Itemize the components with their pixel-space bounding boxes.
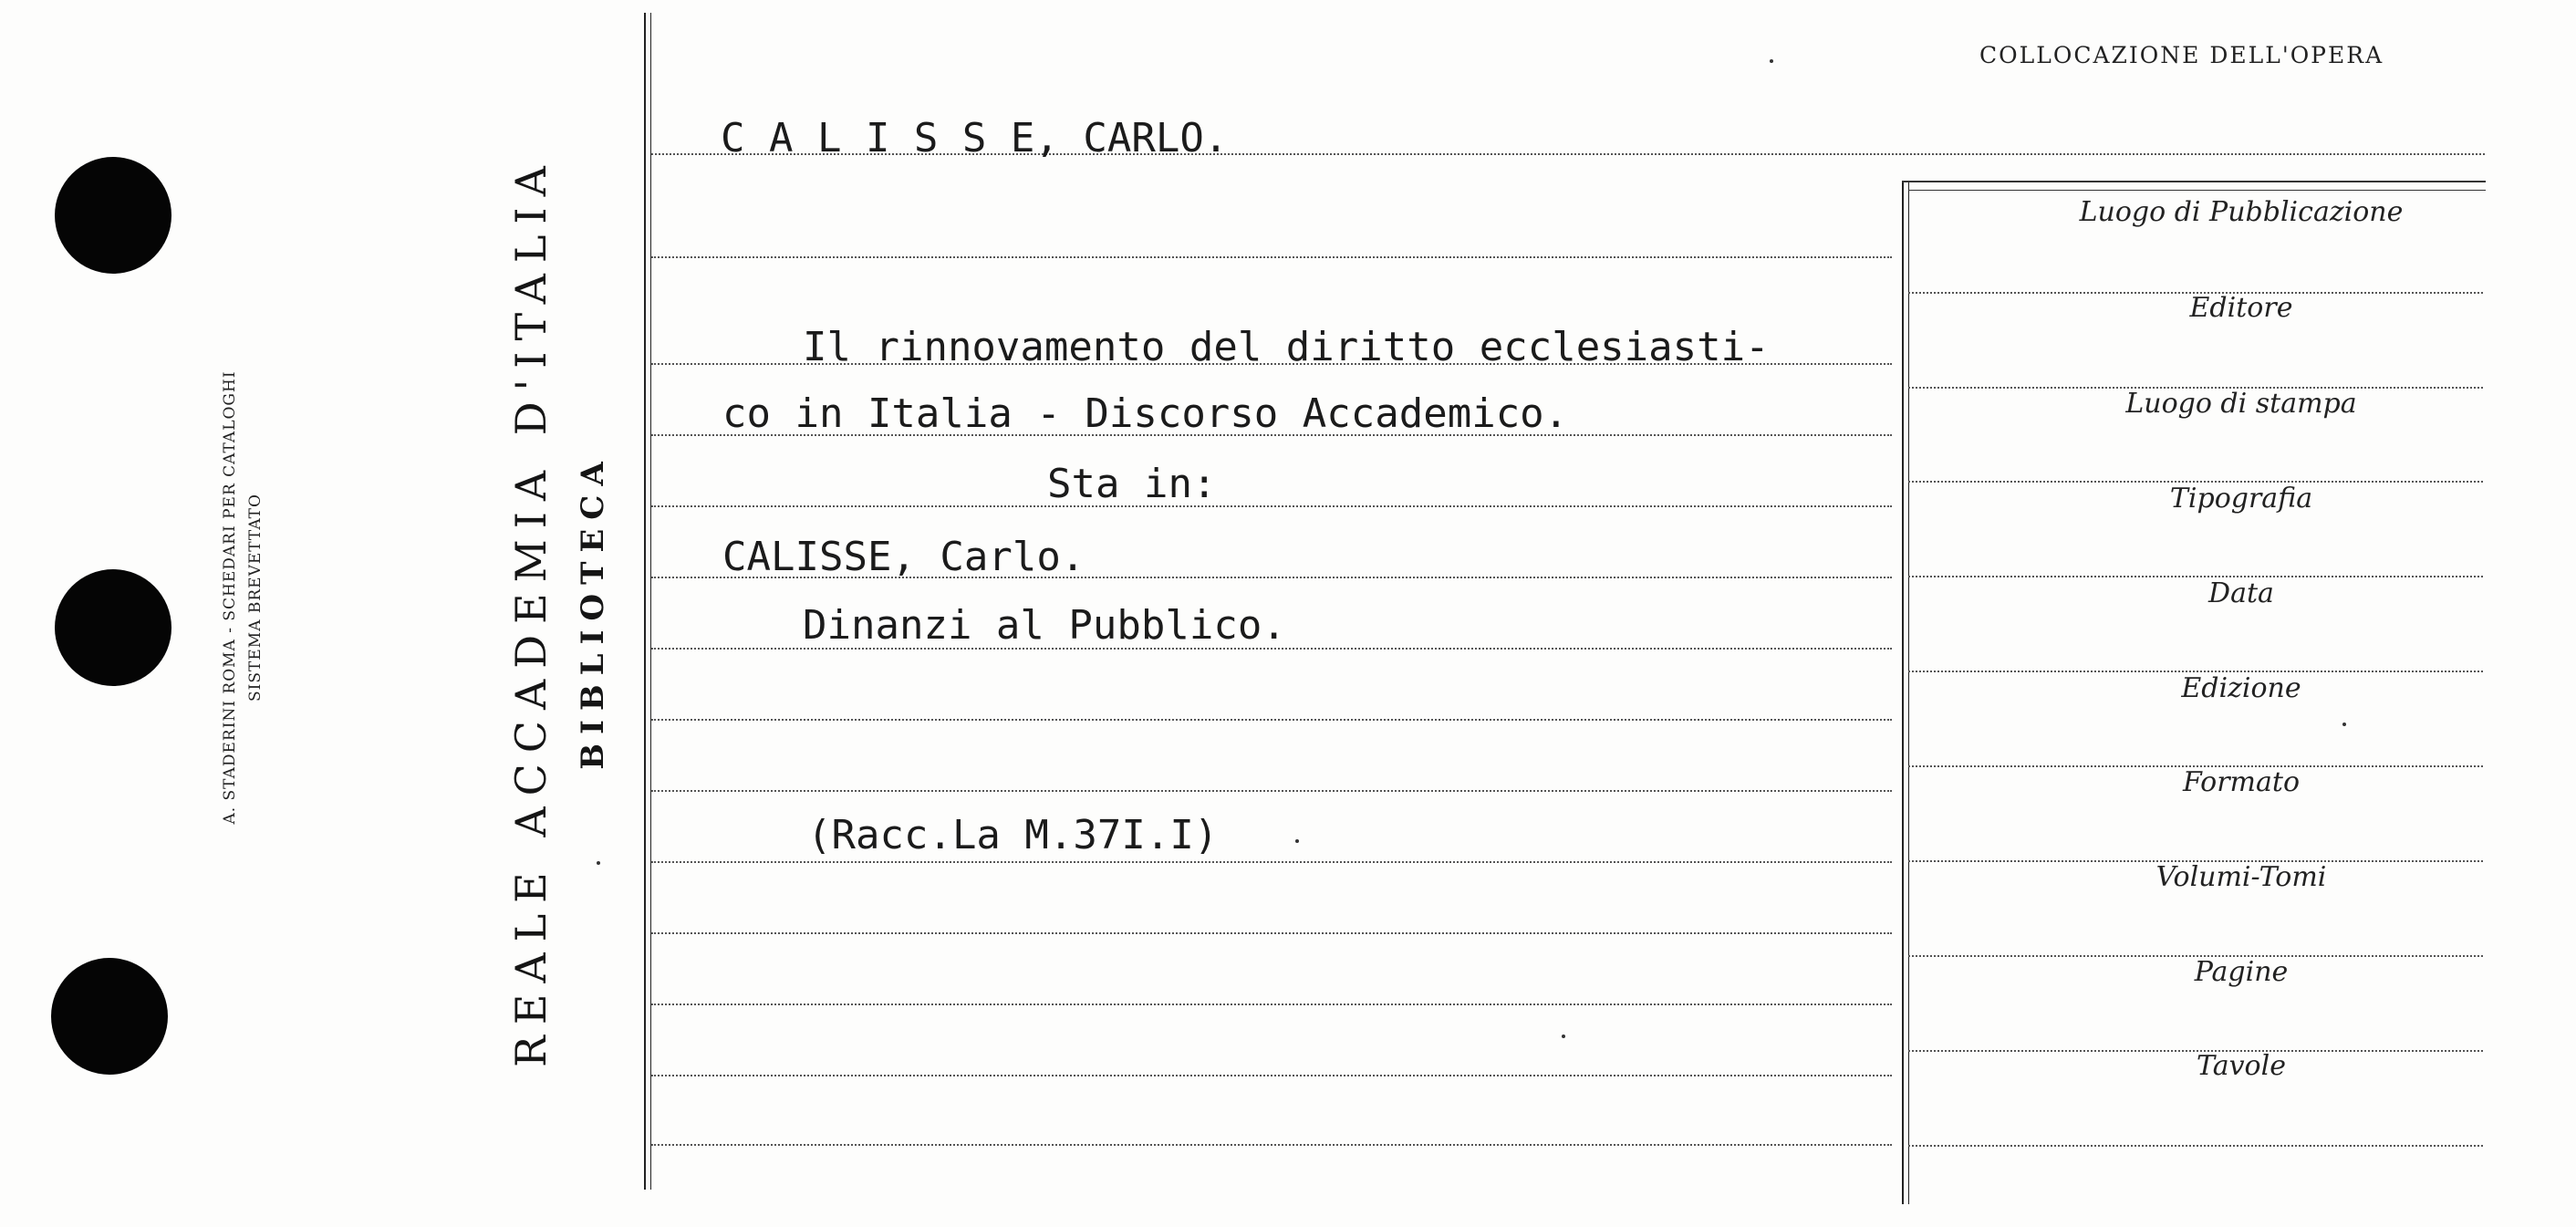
rule-line <box>651 505 1892 507</box>
panel-label-data: Data <box>2208 577 2274 609</box>
panel-label-tipografia: Tipografia <box>2169 483 2313 515</box>
rule-line <box>651 719 1892 721</box>
panel-top-rule-2 <box>1908 190 2486 191</box>
speck <box>1562 1035 1565 1038</box>
institution-name: REALE ACCADEMIA D'ITALIA <box>506 155 556 1067</box>
entry-host-author: CALISSE, Carlo. <box>722 534 1085 580</box>
collocazione-header: COLLOCAZIONE DELL'OPERA <box>1979 42 2384 68</box>
panel-label-formato: Formato <box>2182 766 2301 798</box>
speck <box>2342 723 2346 726</box>
entry-shelfmark: (Racc.La M.37I.I) <box>807 812 1219 858</box>
panel-label-volumi-tomi: Volumi-Tomi <box>2155 861 2327 893</box>
panel-rule <box>1908 1145 2483 1147</box>
left-margin-line <box>644 13 646 1190</box>
rule-line <box>651 861 1892 863</box>
speck <box>1770 59 1773 63</box>
panel-label-pagine: Pagine <box>2194 956 2289 988</box>
punch-hole-top <box>55 157 171 274</box>
rule-line <box>651 1144 1892 1146</box>
printer-line-1: A. STADERINI ROMA - SCHEDARI PER CATALOGHI <box>221 370 239 825</box>
left-margin-line-2 <box>650 13 651 1190</box>
rule-line <box>651 932 1892 934</box>
rule-line <box>651 256 1892 258</box>
panel-label-edizione: Edizione <box>2181 672 2301 704</box>
panel-top-rule <box>1902 181 2486 182</box>
punch-hole-middle <box>55 569 171 686</box>
panel-label-luogo-stampa: Luogo di stampa <box>2125 388 2357 420</box>
entry-title-line-1: Il rinnovamento del diritto ecclesiasti- <box>803 324 1770 370</box>
panel-divider <box>1902 182 1904 1204</box>
entry-title-line-2: co in Italia - Discorso Accademico. <box>722 390 1569 437</box>
panel-label-tavole: Tavole <box>2197 1050 2286 1082</box>
rule-line <box>651 790 1892 792</box>
speck <box>1295 839 1299 843</box>
rule-line <box>651 1075 1892 1076</box>
rule-line <box>651 1003 1892 1005</box>
institution-subname: BIBLIOTECA <box>575 452 611 770</box>
entry-sta-in: Sta in: <box>1047 461 1217 507</box>
printer-line-2: SISTEMA BREVETTATO <box>246 494 265 702</box>
punch-hole-bottom <box>51 958 168 1075</box>
speck <box>597 861 600 865</box>
entry-author: C A L I S S E, CARLO. <box>721 115 1229 161</box>
panel-label-editore: Editore <box>2189 292 2293 324</box>
entry-host-title: Dinanzi al Pubblico. <box>803 602 1286 649</box>
printer-imprint <box>217 233 272 962</box>
panel-label-luogo-pubblicazione: Luogo di Pubblicazione <box>2079 196 2404 228</box>
